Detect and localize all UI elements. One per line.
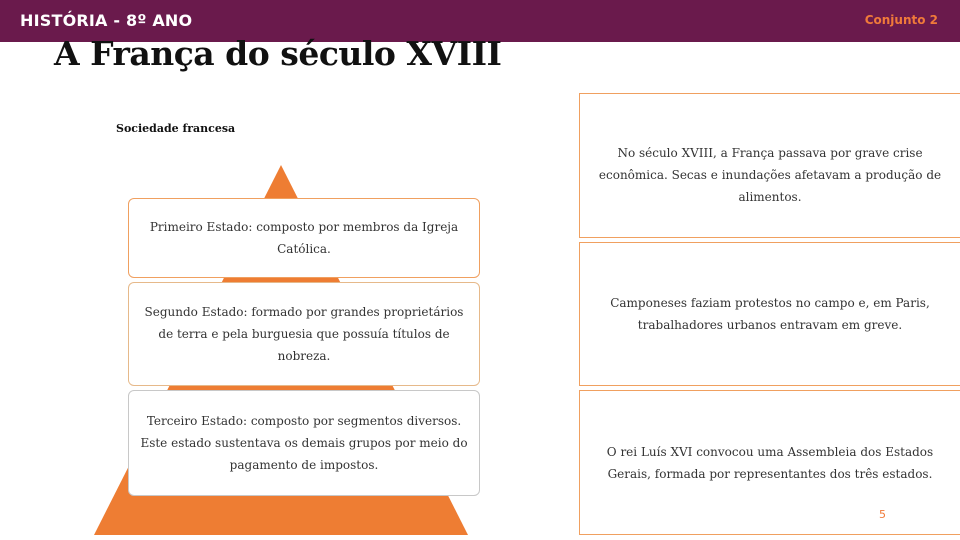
fact-box-crisis [579,93,960,238]
set-label: Conjunto 2 [864,13,938,27]
tier-text: Primeiro Estado: composto por membros da Igreja Católica. [149,220,459,256]
fact-text: No século XVIII, a França passava por grave crise econômica. Secas e inundações afetavam a produção de alimentos. [598,146,942,204]
pyramid-tier-first-estate [128,198,480,278]
pyramid-tier-second-estate [128,282,480,386]
fact-text: O rei Luís XVI convocou uma Assembleia dos Estados Gerais, formada por representantes dos três estados. [606,444,934,481]
page-title: A França do século XVIII [54,34,502,73]
page-number: 5 [879,508,886,521]
pyramid-tier-third-estate [128,390,480,496]
fact-box-assembly [579,390,960,535]
section-label: Sociedade francesa [116,122,236,135]
tier-text: Terceiro Estado: composto por segmentos diversos. Este estado sustentava os demais grupos por meio do pagamento de impostos. [140,414,468,472]
fact-text: Camponeses faziam protestos no campo e, em Paris, trabalhadores urbanos entravam em greve. [610,296,930,332]
tier-text: Segundo Estado: formado por grandes proprietários de terra e pela burguesia que possuía títulos de nobreza. [144,305,464,363]
fact-box-protests [579,242,960,386]
subject-label: HISTÓRIA - 8º ANO [20,11,193,30]
